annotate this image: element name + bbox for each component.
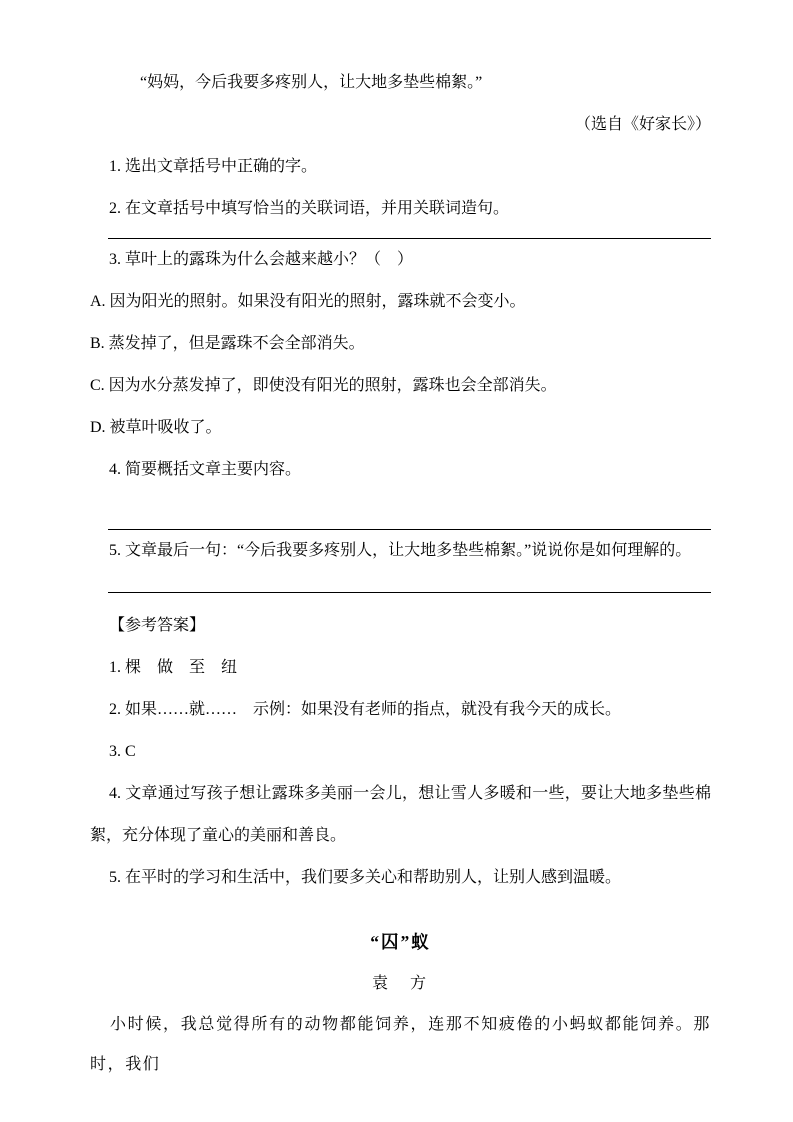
answer-5: 5. 在平时的学习和生活中，我们要多关心和帮助别人，让别人感到温暖。	[109, 869, 622, 886]
next-passage-author: 袁 方	[371, 975, 429, 992]
answer-key-header: 【参考答案】	[109, 617, 206, 634]
next-passage-title: “囚”蚁	[370, 932, 431, 952]
question-5: 5. 文章最后一句：“今后我要多疼别人，让大地多垫些棉絮。”说说你是如何理解的。	[109, 542, 692, 559]
answer-4: 4. 文章通过写孩子想让露珠多美丽一会儿，想让雪人多暖和一些，要让大地多垫些棉絮，充分体现了童心的美丽和善良。	[90, 785, 711, 844]
answer-3: 3. C	[109, 743, 136, 760]
question-4: 4. 简要概括文章主要内容。	[109, 461, 302, 478]
question-3-option-c: C. 因为水分蒸发掉了，即使没有阳光的照射，露珠也会全部消失。	[90, 377, 557, 394]
question-3-option-b: B. 蒸发掉了，但是露珠不会全部消失。	[90, 335, 365, 352]
question-2: 2. 在文章括号中填写恰当的关联词语，并用关联词造句。	[109, 200, 510, 217]
question-3-option-d: D. 被草叶吸收了。	[90, 419, 222, 436]
answer-line-divider-3	[108, 592, 711, 593]
question-1: 1. 选出文章括号中正确的字。	[109, 158, 318, 175]
question-3: 3. 草叶上的露珠为什么会越来越小？（ ）	[109, 251, 414, 268]
answer-2: 2. 如果……就…… 示例：如果没有老师的指点，就没有我今天的成长。	[109, 701, 622, 718]
source-attribution: （选自《好家长》）	[574, 116, 711, 133]
answer-1: 1. 棵 做 至 纽	[109, 659, 238, 676]
next-passage-first-paragraph: 小时候，我总觉得所有的动物都能饲养，连那不知疲倦的小蚂蚁都能饲养。那时，我们	[90, 1016, 711, 1073]
question-3-option-a: A. 因为阳光的照射。如果没有阳光的照射，露珠就不会变小。	[90, 293, 526, 310]
passage-quote-line: “妈妈，今后我要多疼别人，让大地多垫些棉絮。”	[140, 74, 483, 91]
